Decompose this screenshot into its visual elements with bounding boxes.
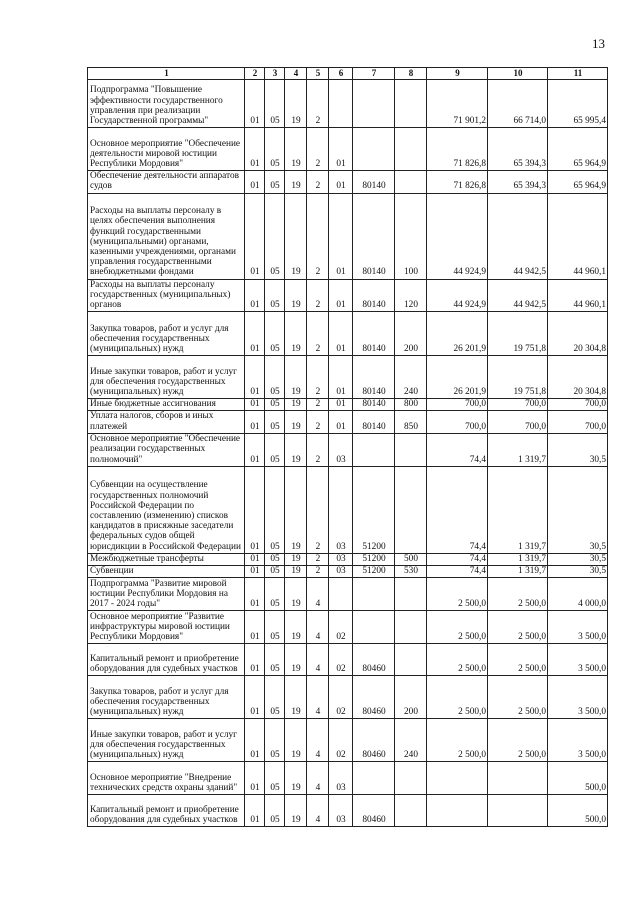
amount-cell: 44 960,1 bbox=[548, 279, 608, 312]
code-cell: 01 bbox=[245, 676, 265, 719]
code-cell: 05 bbox=[265, 566, 285, 578]
amount-cell: 30,5 bbox=[548, 553, 608, 565]
table-row bbox=[88, 795, 608, 827]
code-cell: 01 bbox=[245, 762, 265, 795]
code-cell: 05 bbox=[265, 128, 285, 171]
code-cell: 01 bbox=[245, 719, 265, 762]
column-header: 8 bbox=[395, 68, 427, 80]
code-cell: 03 bbox=[329, 553, 353, 565]
code-cell: 01 bbox=[245, 411, 265, 433]
row-name-cell: Закупка товаров, работ и услуг для обеспечения государственных (муниципальных) нужд bbox=[88, 676, 245, 719]
amount-cell: 3 500,0 bbox=[548, 611, 608, 644]
table-row bbox=[88, 193, 608, 279]
code-cell: 4 bbox=[307, 676, 329, 719]
amount-cell: 700,0 bbox=[548, 399, 608, 411]
code-cell: 80140 bbox=[353, 279, 395, 312]
table-row bbox=[88, 466, 608, 553]
amount-cell: 2 500,0 bbox=[488, 611, 548, 644]
code-cell: 01 bbox=[245, 611, 265, 644]
code-cell bbox=[395, 578, 427, 611]
code-cell bbox=[353, 80, 395, 128]
amount-cell: 2 500,0 bbox=[488, 676, 548, 719]
code-cell: 2 bbox=[307, 279, 329, 312]
code-cell: 120 bbox=[395, 279, 427, 312]
code-cell: 03 bbox=[329, 762, 353, 795]
code-cell: 19 bbox=[285, 279, 307, 312]
code-cell: 05 bbox=[265, 795, 285, 827]
code-cell: 2 bbox=[307, 356, 329, 399]
amount-cell: 1 319,7 bbox=[488, 433, 548, 466]
table-row bbox=[88, 566, 608, 578]
row-name-cell: Основное мероприятие "Обеспечение реализации государственных полномочий" bbox=[88, 433, 245, 466]
code-cell: 19 bbox=[285, 399, 307, 411]
table-row bbox=[88, 128, 608, 171]
amount-cell bbox=[427, 762, 488, 795]
code-cell: 19 bbox=[285, 466, 307, 553]
table-row bbox=[88, 433, 608, 466]
code-cell: 80140 bbox=[353, 399, 395, 411]
code-cell: 80140 bbox=[353, 193, 395, 279]
table-body bbox=[88, 80, 608, 827]
code-cell: 200 bbox=[395, 312, 427, 356]
row-name-cell: Межбюджетные трансферты bbox=[88, 553, 245, 565]
amount-cell: 500,0 bbox=[548, 795, 608, 827]
code-cell: 80460 bbox=[353, 644, 395, 676]
code-cell: 2 bbox=[307, 193, 329, 279]
row-name-cell: Иные закупки товаров, работ и услуг для обеспечения государственных (муниципальных) нужд bbox=[88, 719, 245, 762]
amount-cell: 2 500,0 bbox=[427, 676, 488, 719]
code-cell: 05 bbox=[265, 611, 285, 644]
amount-cell: 3 500,0 bbox=[548, 644, 608, 676]
code-cell: 4 bbox=[307, 795, 329, 827]
amount-cell: 74,4 bbox=[427, 553, 488, 565]
code-cell: 01 bbox=[245, 466, 265, 553]
code-cell: 4 bbox=[307, 762, 329, 795]
code-cell: 01 bbox=[245, 553, 265, 565]
column-header: 1 bbox=[88, 68, 245, 80]
row-name-cell: Закупка товаров, работ и услуг для обеспечения государственных (муниципальных) нужд bbox=[88, 312, 245, 356]
code-cell bbox=[329, 578, 353, 611]
code-cell: 05 bbox=[265, 399, 285, 411]
code-cell bbox=[395, 171, 427, 193]
code-cell: 05 bbox=[265, 553, 285, 565]
code-cell: 03 bbox=[329, 795, 353, 827]
code-cell bbox=[395, 466, 427, 553]
code-cell: 51200 bbox=[353, 553, 395, 565]
amount-cell: 65 995,4 bbox=[548, 80, 608, 128]
code-cell: 01 bbox=[329, 279, 353, 312]
code-cell: 19 bbox=[285, 312, 307, 356]
code-cell bbox=[395, 795, 427, 827]
code-cell: 80460 bbox=[353, 795, 395, 827]
amount-cell: 3 500,0 bbox=[548, 719, 608, 762]
code-cell: 2 bbox=[307, 399, 329, 411]
table-row bbox=[88, 676, 608, 719]
code-cell: 19 bbox=[285, 762, 307, 795]
code-cell: 01 bbox=[245, 171, 265, 193]
amount-cell: 1 319,7 bbox=[488, 566, 548, 578]
amount-cell: 30,5 bbox=[548, 433, 608, 466]
amount-cell: 74,4 bbox=[427, 433, 488, 466]
amount-cell: 2 500,0 bbox=[427, 611, 488, 644]
code-cell: 80140 bbox=[353, 312, 395, 356]
code-cell: 01 bbox=[245, 795, 265, 827]
code-cell: 2 bbox=[307, 566, 329, 578]
row-name-cell: Капитальный ремонт и приобретение оборудования для судебных участков bbox=[88, 644, 245, 676]
row-name-cell: Субвенции bbox=[88, 566, 245, 578]
column-header: 3 bbox=[265, 68, 285, 80]
amount-cell: 71 826,8 bbox=[427, 128, 488, 171]
code-cell: 19 bbox=[285, 719, 307, 762]
table-row bbox=[88, 719, 608, 762]
table-row bbox=[88, 279, 608, 312]
amount-cell: 74,4 bbox=[427, 466, 488, 553]
code-cell: 03 bbox=[329, 433, 353, 466]
code-cell: 19 bbox=[285, 566, 307, 578]
table-row bbox=[88, 399, 608, 411]
row-name-cell: Субвенции на осуществление государственных полномочий Российской Федерации по составлению (изменению) списков кандидатов в присяжные заседатели федеральных судов общей юрисдикции в Российской Федерации bbox=[88, 466, 245, 553]
amount-cell: 30,5 bbox=[548, 566, 608, 578]
amount-cell: 2 500,0 bbox=[488, 719, 548, 762]
code-cell: 19 bbox=[285, 433, 307, 466]
amount-cell: 2 500,0 bbox=[488, 644, 548, 676]
amount-cell: 65 394,3 bbox=[488, 171, 548, 193]
code-cell bbox=[395, 762, 427, 795]
amount-cell: 71 901,2 bbox=[427, 80, 488, 128]
code-cell: 19 bbox=[285, 644, 307, 676]
amount-cell: 66 714,0 bbox=[488, 80, 548, 128]
table-row bbox=[88, 611, 608, 644]
row-name-cell: Подпрограмма "Развитие мировой юстиции Республики Мордовия на 2017 - 2024 годы" bbox=[88, 578, 245, 611]
code-cell: 05 bbox=[265, 279, 285, 312]
code-cell: 80140 bbox=[353, 411, 395, 433]
code-cell: 19 bbox=[285, 676, 307, 719]
table-row bbox=[88, 312, 608, 356]
code-cell: 05 bbox=[265, 312, 285, 356]
column-header: 4 bbox=[285, 68, 307, 80]
code-cell: 05 bbox=[265, 80, 285, 128]
code-cell: 03 bbox=[329, 566, 353, 578]
code-cell: 4 bbox=[307, 578, 329, 611]
code-cell: 500 bbox=[395, 553, 427, 565]
code-cell: 05 bbox=[265, 356, 285, 399]
code-cell: 01 bbox=[245, 279, 265, 312]
amount-cell bbox=[488, 795, 548, 827]
column-header: 2 bbox=[245, 68, 265, 80]
table-row bbox=[88, 171, 608, 193]
code-cell bbox=[395, 611, 427, 644]
column-header: 6 bbox=[329, 68, 353, 80]
code-cell: 01 bbox=[245, 644, 265, 676]
table-row bbox=[88, 762, 608, 795]
code-cell: 19 bbox=[285, 356, 307, 399]
amount-cell: 20 304,8 bbox=[548, 356, 608, 399]
column-header: 11 bbox=[548, 68, 608, 80]
code-cell bbox=[395, 433, 427, 466]
table-row bbox=[88, 644, 608, 676]
row-name-cell: Обеспечение деятельности аппаратов судов bbox=[88, 171, 245, 193]
code-cell: 01 bbox=[245, 128, 265, 171]
code-cell: 19 bbox=[285, 611, 307, 644]
table-row bbox=[88, 578, 608, 611]
row-name-cell: Расходы на выплаты персоналу в целях обеспечения выполнения функций государственными (муниципальными) органами, казенными учреждениями, органами управления государственными внебюджетными фондами bbox=[88, 193, 245, 279]
page-number: 13 bbox=[592, 36, 605, 51]
code-cell: 02 bbox=[329, 611, 353, 644]
code-cell: 2 bbox=[307, 171, 329, 193]
code-cell: 01 bbox=[329, 128, 353, 171]
code-cell: 2 bbox=[307, 433, 329, 466]
column-header: 7 bbox=[353, 68, 395, 80]
amount-cell: 1 319,7 bbox=[488, 553, 548, 565]
code-cell bbox=[353, 762, 395, 795]
code-cell: 200 bbox=[395, 676, 427, 719]
column-header: 10 bbox=[488, 68, 548, 80]
code-cell: 05 bbox=[265, 466, 285, 553]
code-cell: 01 bbox=[329, 193, 353, 279]
code-cell: 530 bbox=[395, 566, 427, 578]
code-cell: 80460 bbox=[353, 719, 395, 762]
amount-cell: 19 751,8 bbox=[488, 356, 548, 399]
amount-cell: 2 500,0 bbox=[427, 644, 488, 676]
row-name-cell: Основное мероприятие "Развитие инфраструктуры мировой юстиции Республики Мордовия" bbox=[88, 611, 245, 644]
amount-cell: 19 751,8 bbox=[488, 312, 548, 356]
code-cell: 05 bbox=[265, 193, 285, 279]
code-cell: 02 bbox=[329, 676, 353, 719]
table-row bbox=[88, 80, 608, 128]
code-cell: 19 bbox=[285, 128, 307, 171]
code-cell: 19 bbox=[285, 80, 307, 128]
code-cell: 05 bbox=[265, 578, 285, 611]
row-name-cell: Основное мероприятие "Внедрение технических средств охраны зданий" bbox=[88, 762, 245, 795]
code-cell: 01 bbox=[245, 356, 265, 399]
amount-cell: 44 924,9 bbox=[427, 193, 488, 279]
code-cell: 2 bbox=[307, 128, 329, 171]
code-cell: 80140 bbox=[353, 356, 395, 399]
amount-cell: 1 319,7 bbox=[488, 466, 548, 553]
amount-cell: 26 201,9 bbox=[427, 312, 488, 356]
code-cell: 05 bbox=[265, 411, 285, 433]
amount-cell: 700,0 bbox=[488, 411, 548, 433]
table-row bbox=[88, 356, 608, 399]
code-cell: 4 bbox=[307, 644, 329, 676]
code-cell: 850 bbox=[395, 411, 427, 433]
code-cell: 02 bbox=[329, 719, 353, 762]
amount-cell: 44 960,1 bbox=[548, 193, 608, 279]
code-cell: 19 bbox=[285, 578, 307, 611]
row-name-cell: Иные закупки товаров, работ и услуг для обеспечения государственных (муниципальных) нужд bbox=[88, 356, 245, 399]
amount-cell: 2 500,0 bbox=[488, 578, 548, 611]
code-cell: 2 bbox=[307, 466, 329, 553]
amount-cell: 20 304,8 bbox=[548, 312, 608, 356]
code-cell: 01 bbox=[329, 411, 353, 433]
amount-cell bbox=[427, 795, 488, 827]
amount-cell: 30,5 bbox=[548, 466, 608, 553]
row-name-cell: Иные бюджетные ассигнования bbox=[88, 399, 245, 411]
code-cell: 4 bbox=[307, 719, 329, 762]
code-cell bbox=[353, 578, 395, 611]
code-cell: 19 bbox=[285, 171, 307, 193]
amount-cell: 44 924,9 bbox=[427, 279, 488, 312]
code-cell: 01 bbox=[245, 566, 265, 578]
code-cell: 19 bbox=[285, 193, 307, 279]
row-name-cell: Расходы на выплаты персоналу государственных (муниципальных) органов bbox=[88, 279, 245, 312]
code-cell: 19 bbox=[285, 411, 307, 433]
code-cell bbox=[353, 128, 395, 171]
code-cell bbox=[395, 644, 427, 676]
amount-cell: 700,0 bbox=[548, 411, 608, 433]
amount-cell: 44 942,5 bbox=[488, 279, 548, 312]
code-cell: 05 bbox=[265, 719, 285, 762]
code-cell bbox=[395, 80, 427, 128]
amount-cell: 3 500,0 bbox=[548, 676, 608, 719]
amount-cell: 71 826,8 bbox=[427, 171, 488, 193]
code-cell bbox=[395, 128, 427, 171]
code-cell: 05 bbox=[265, 171, 285, 193]
amount-cell: 700,0 bbox=[488, 399, 548, 411]
code-cell: 01 bbox=[245, 433, 265, 466]
code-cell: 01 bbox=[245, 578, 265, 611]
code-cell: 800 bbox=[395, 399, 427, 411]
code-cell: 05 bbox=[265, 433, 285, 466]
amount-cell: 2 500,0 bbox=[427, 578, 488, 611]
code-cell: 100 bbox=[395, 193, 427, 279]
code-cell: 2 bbox=[307, 411, 329, 433]
code-cell: 05 bbox=[265, 644, 285, 676]
code-cell: 01 bbox=[329, 399, 353, 411]
amount-cell: 700,0 bbox=[427, 399, 488, 411]
code-cell: 240 bbox=[395, 719, 427, 762]
code-cell: 2 bbox=[307, 80, 329, 128]
code-cell: 05 bbox=[265, 762, 285, 795]
table-row bbox=[88, 553, 608, 565]
amount-cell: 4 000,0 bbox=[548, 578, 608, 611]
code-cell: 2 bbox=[307, 312, 329, 356]
amount-cell: 65 394,3 bbox=[488, 128, 548, 171]
code-cell: 03 bbox=[329, 466, 353, 553]
code-cell bbox=[353, 433, 395, 466]
table-row bbox=[88, 411, 608, 433]
amount-cell: 65 964,9 bbox=[548, 128, 608, 171]
code-cell bbox=[353, 611, 395, 644]
code-cell: 01 bbox=[245, 399, 265, 411]
amount-cell: 2 500,0 bbox=[427, 719, 488, 762]
code-cell: 51200 bbox=[353, 566, 395, 578]
code-cell: 05 bbox=[265, 676, 285, 719]
code-cell: 02 bbox=[329, 644, 353, 676]
row-name-cell: Подпрограмма "Повышение эффективности государственного управления при реализации Государственной программы" bbox=[88, 80, 245, 128]
amount-cell bbox=[488, 762, 548, 795]
code-cell: 01 bbox=[329, 356, 353, 399]
code-cell: 19 bbox=[285, 553, 307, 565]
code-cell: 51200 bbox=[353, 466, 395, 553]
amount-cell: 44 942,5 bbox=[488, 193, 548, 279]
code-cell: 240 bbox=[395, 356, 427, 399]
code-cell: 19 bbox=[285, 795, 307, 827]
code-cell: 4 bbox=[307, 611, 329, 644]
code-cell: 01 bbox=[329, 171, 353, 193]
amount-cell: 500,0 bbox=[548, 762, 608, 795]
code-cell: 01 bbox=[245, 312, 265, 356]
code-cell: 01 bbox=[245, 193, 265, 279]
amount-cell: 74,4 bbox=[427, 566, 488, 578]
row-name-cell: Капитальный ремонт и приобретение оборудования для судебных участков bbox=[88, 795, 245, 827]
amount-cell: 700,0 bbox=[427, 411, 488, 433]
code-cell bbox=[329, 80, 353, 128]
amount-cell: 65 964,9 bbox=[548, 171, 608, 193]
code-cell: 80140 bbox=[353, 171, 395, 193]
row-name-cell: Основное мероприятие "Обеспечение деятельности мировой юстиции Республики Мордовия" bbox=[88, 128, 245, 171]
code-cell: 01 bbox=[329, 312, 353, 356]
column-header: 5 bbox=[307, 68, 329, 80]
amount-cell: 26 201,9 bbox=[427, 356, 488, 399]
code-cell: 01 bbox=[245, 80, 265, 128]
code-cell: 80460 bbox=[353, 676, 395, 719]
header-row bbox=[88, 68, 608, 80]
code-cell: 2 bbox=[307, 553, 329, 565]
column-header: 9 bbox=[427, 68, 488, 80]
row-name-cell: Уплата налогов, сборов и иных платежей bbox=[88, 411, 245, 433]
budget-table bbox=[87, 67, 608, 827]
